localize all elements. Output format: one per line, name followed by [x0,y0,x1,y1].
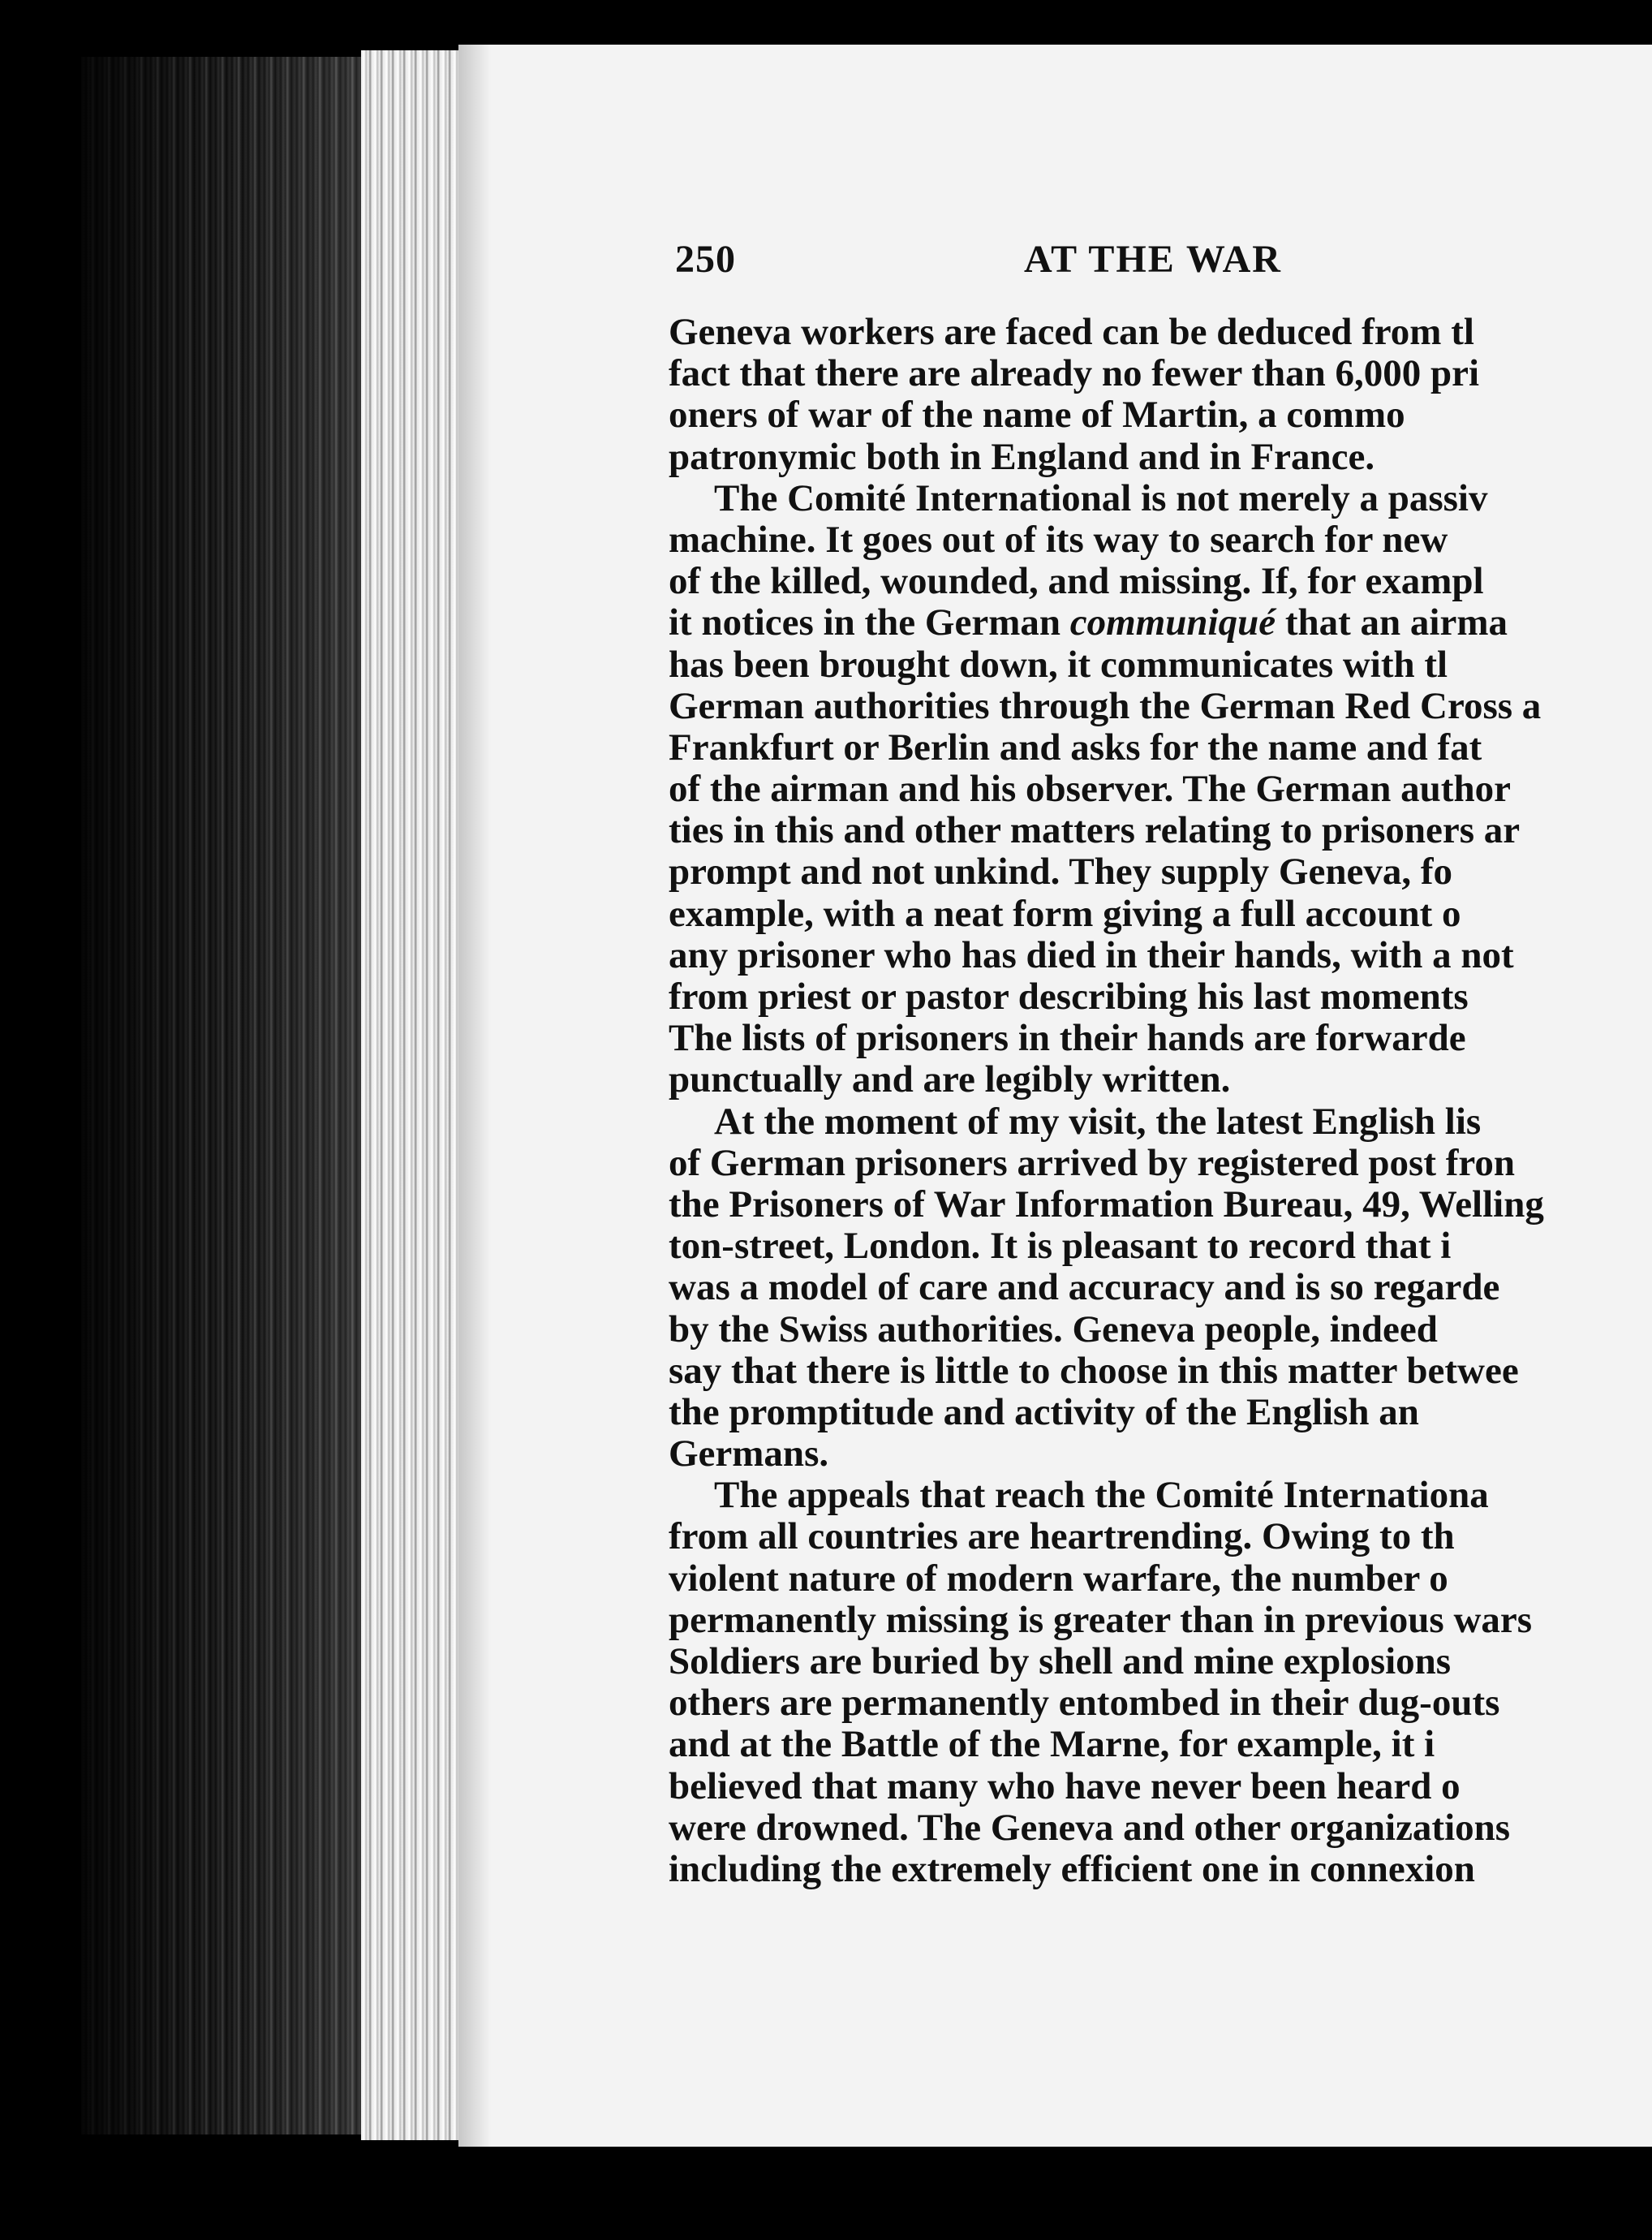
text-line: Germans. [669,1432,829,1475]
running-title: AT THE WAR [1024,238,1282,281]
page-stack-edges [361,50,458,2140]
text-line: of the killed, wounded, and missing. If, for exampl [669,560,1484,603]
book-fore-edge-shade [81,57,361,2134]
text-line: oners of war of the name of Martin, a commo [669,394,1405,437]
text-line: Frankfurt or Berlin and asks for the name and fat [669,726,1482,769]
text-line: any prisoner who has died in their hands, with a not [669,933,1514,976]
text-line: from priest or pastor describing his last moments [669,976,1469,1018]
text-line: patronymic both in England and in France. [669,435,1375,478]
text-line: was a model of care and accuracy and is so regarde [669,1266,1500,1309]
text-line [669,602,1652,644]
body-text [669,312,1652,1890]
text-line: fact that there are already no fewer than 6,000 pri [669,352,1480,395]
text-line: believed that many who have never been heard o [669,1764,1461,1807]
text-line: by the Swiss authorities. Geneva people, indeed [669,1307,1438,1350]
text-line: permanently missing is greater than in previous wars [669,1598,1533,1641]
text-line: example, with a neat form giving a full account o [669,892,1461,935]
text-line: and at the Battle of the Marne, for example, it i [669,1723,1435,1766]
text-line: were drowned. The Geneva and other organizations [669,1806,1511,1849]
text-line-start: it notices in the German [669,601,1070,644]
text-line: including the extremely efficient one in connexion [669,1847,1475,1890]
italic-word: communiqué [1069,601,1276,644]
text-line: Geneva workers are faced can be deduced from tl [669,312,1474,353]
text-line: German authorities through the German Red Cross a [669,684,1542,727]
text-line: from all countries are heartrending. Owing to th [669,1515,1455,1558]
text-line: punctually and are legibly written. [669,1058,1231,1101]
text-line: The appeals that reach the Comité Internationa [714,1474,1489,1517]
text-line: Soldiers are buried by shell and mine explosions [669,1640,1452,1682]
text-line: ties in this and other matters relating to prisoners ar [669,809,1521,852]
text-line: others are permanently entombed in their dug-outs [669,1682,1500,1725]
text-line: The lists of prisoners in their hands are forwarde [669,1017,1466,1060]
page-gutter-shadow [458,45,491,2147]
text-line: The Comité International is not merely a passiv [714,476,1488,519]
text-line: say that there is little to choose in this matter betwee [669,1349,1519,1392]
text-line: the Prisoners of War Information Bureau, 49, Welling [669,1182,1544,1226]
text-line: machine. It goes out of its way to search for new [669,518,1448,561]
text-line: prompt and not unkind. They supply Geneva, fo [669,851,1453,894]
text-line-end: that an airma [1276,601,1508,644]
text-line: of the airman and his observer. The German author [669,768,1511,811]
text-line: At the moment of my visit, the latest English lis [714,1100,1482,1143]
text-line: ton-street, London. It is pleasant to record that i [669,1225,1452,1268]
page-number: 250 [675,238,736,281]
text-line: has been brought down, it communicates with tl [669,643,1448,686]
page-header [675,237,1652,294]
text-line: of German prisoners arrived by registered post fron [669,1141,1516,1184]
text-line: violent nature of modern warfare, the number o [669,1557,1448,1600]
text-line: the promptitude and activity of the English an [669,1390,1419,1433]
